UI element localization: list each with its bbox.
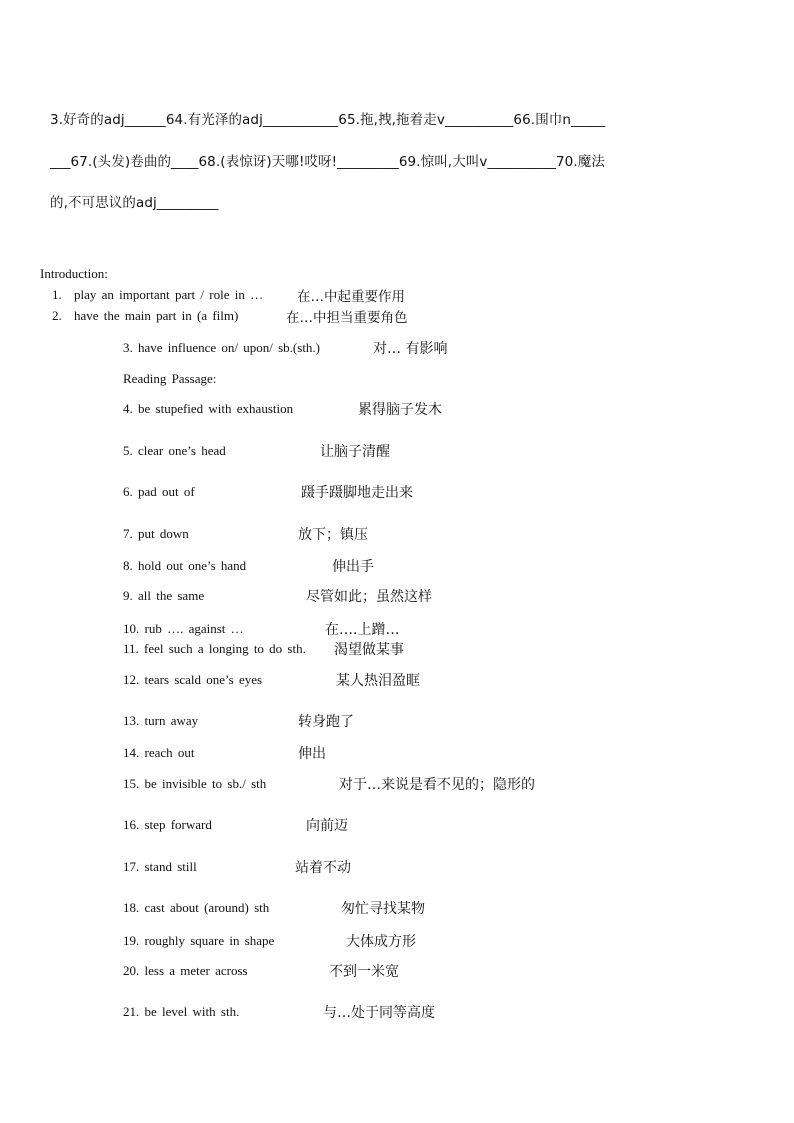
introduction-heading: Introduction: — [40, 266, 108, 281]
phrase-chinese: 某人热泪盈眶 — [336, 673, 420, 689]
phrase-english: 10. rub …. against … — [123, 621, 244, 636]
phrase-row — [123, 526, 368, 543]
phrase-row — [123, 340, 448, 357]
phrase-chinese: 与…处于同等高度 — [323, 1005, 435, 1021]
intro-item — [52, 287, 405, 305]
intro-item-english: have the main part in (a film) — [74, 308, 239, 323]
phrase-chinese: 大体成方形 — [346, 934, 416, 950]
phrase-chinese: 让脑子清醒 — [320, 444, 390, 460]
phrase-english: 4. be stupefied with exhaustion — [123, 401, 294, 416]
phrase-english: 20. less a meter across — [123, 963, 248, 978]
phrase-chinese: 不到一米宽 — [329, 964, 399, 980]
phrase-row — [123, 963, 399, 980]
intro-item-number: 2. — [52, 308, 62, 323]
phrase-english: 8. hold out one’s hand — [123, 558, 247, 573]
phrase-row — [123, 859, 351, 876]
phrase-row — [123, 1004, 435, 1021]
phrase-english: 11. feel such a longing to do sth. — [123, 641, 306, 656]
phrase-english: 6. pad out of — [123, 484, 195, 499]
intro-item-chinese: 在…中担当重要角色 — [286, 310, 408, 326]
intro-item-chinese: 在…中起重要作用 — [297, 289, 405, 305]
phrase-english: 3. have influence on/ upon/ sb.(sth.) — [123, 340, 321, 355]
phrase-chinese: 尽管如此；虽然这样 — [306, 589, 432, 605]
phrase-chinese: 伸出手 — [332, 559, 374, 575]
phrase-english: 17. stand still — [123, 859, 197, 874]
phrase-english: 16. step forward — [123, 817, 212, 832]
phrase-row — [123, 484, 413, 501]
phrase-row — [123, 745, 326, 762]
intro-item — [52, 308, 408, 326]
phrase-english: 12. tears scald one’s eyes — [123, 672, 263, 687]
phrase-chinese: 站着不动 — [295, 860, 351, 876]
phrase-chinese: 蹑手蹑脚地走出来 — [301, 485, 413, 501]
phrase-row — [123, 776, 535, 793]
vocab-line-2: ___67.(头发)卷曲的____68.(表惊讶)天哪!哎呀!_________69.惊叫,大叫v__________70.魔法 — [50, 154, 605, 170]
phrase-english: 15. be invisible to sb./ sth — [123, 776, 267, 791]
phrase-english: 7. put down — [123, 526, 189, 541]
phrase-row — [123, 401, 442, 418]
phrase-chinese: 向前迈 — [306, 818, 348, 834]
phrase-row — [123, 817, 348, 834]
intro-item-number: 1. — [52, 287, 62, 302]
phrase-chinese: 累得脑子发木 — [358, 402, 442, 418]
phrase-chinese: 渴望做某事 — [334, 642, 404, 658]
vocab-line-3: 的,不可思议的adj_________ — [50, 195, 219, 211]
phrase-row — [123, 713, 354, 730]
phrase-english: 14. reach out — [123, 745, 195, 760]
phrase-row — [123, 588, 432, 605]
phrase-chinese: 在….上蹭… — [325, 622, 400, 638]
reading-passage-heading: Reading Passage: — [123, 371, 217, 386]
phrase-row — [123, 443, 390, 460]
phrase-row — [123, 641, 404, 658]
vocab-line-1: 3.好奇的adj______64.有光泽的adj___________65.拖,拽,拖着走v__________66.围巾n_____ — [50, 112, 606, 128]
phrase-chinese: 伸出 — [298, 746, 326, 762]
phrase-row — [123, 558, 374, 575]
phrase-chinese: 放下；镇压 — [298, 527, 368, 543]
phrase-row — [123, 672, 420, 689]
phrase-english: 19. roughly square in shape — [123, 933, 275, 948]
phrase-chinese: 转身跑了 — [298, 714, 354, 730]
phrase-chinese: 匆忙寻找某物 — [341, 901, 425, 917]
phrase-english: 21. be level with sth. — [123, 1004, 240, 1019]
phrase-english: 9. all the same — [123, 588, 205, 603]
phrase-row — [123, 933, 416, 950]
phrase-row — [123, 621, 400, 638]
intro-item-english: play an important part / role in … — [74, 287, 264, 302]
phrase-english: 13. turn away — [123, 713, 199, 728]
phrase-english: 18. cast about (around) sth — [123, 900, 270, 915]
phrase-chinese: 对于…来说是看不见的；隐形的 — [339, 777, 535, 793]
phrase-row — [123, 900, 425, 917]
phrase-chinese: 对… 有影响 — [373, 341, 448, 357]
phrase-english: 5. clear one’s head — [123, 443, 226, 458]
